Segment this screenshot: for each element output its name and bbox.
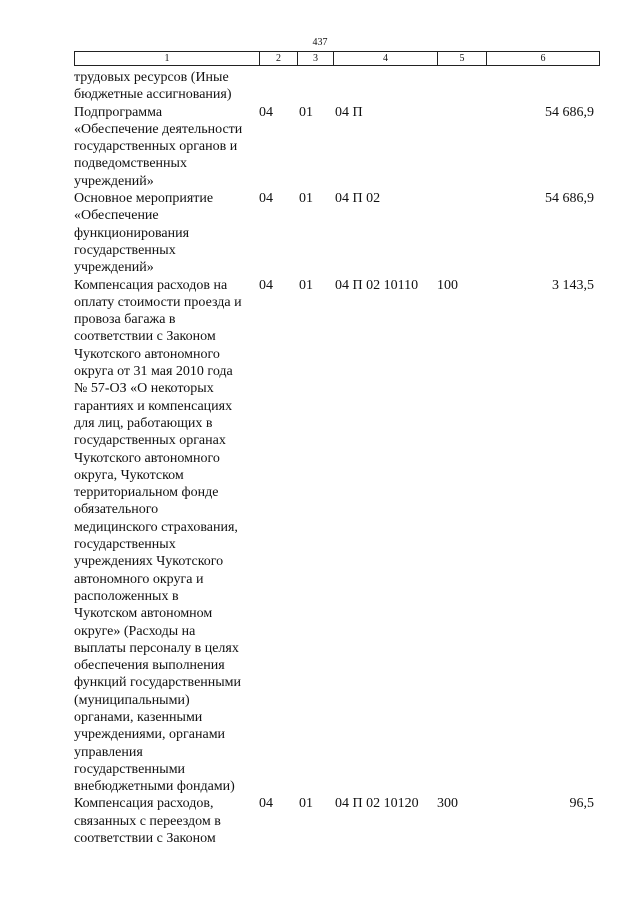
row-name: Основное мероприятие «Обеспечение функционирования государственных учреждений» bbox=[74, 191, 214, 276]
row-subsection: 01 bbox=[299, 277, 313, 293]
column-header-2: 2 bbox=[260, 52, 298, 66]
row-name: Компенсация расходов, связанных с переездом в соответствии с Законом bbox=[74, 796, 221, 847]
row-section: 04 bbox=[259, 191, 273, 207]
column-header-table bbox=[74, 51, 600, 66]
row-expense-type: 100 bbox=[437, 277, 458, 293]
table-row bbox=[74, 104, 604, 190]
row-expense-type: 300 bbox=[437, 796, 458, 812]
row-target-article: 04 П bbox=[335, 104, 363, 120]
row-amount: 3 143,5 bbox=[552, 277, 594, 293]
table-row bbox=[74, 795, 604, 847]
column-header-4: 4 bbox=[334, 52, 438, 66]
row-amount: 54 686,9 bbox=[545, 191, 594, 207]
row-target-article: 04 П 02 10120 bbox=[335, 796, 419, 812]
row-name: Компенсация расходов на оплату стоимости проезда и провоза багажа в соответствии с Законом Чукотского автономного округа от 31 мая 2010 года № 57-ОЗ «О некоторых гарантиях и компенсациях для лиц, работающих в государственных органах Чукотского автономного округа, Чукотском территориальном фонде обязательного медицинского страхования, государственных учреждениях Чукотского автономного округа и расположенных в Чукотском автономном округе» (Расходы на выплаты персоналу в целях обеспечения выполнения функций государственными (муниципальными) органами, казенными учреждениями, органами управления государственными внебюджетными фондами) bbox=[74, 277, 242, 795]
column-header-5: 5 bbox=[438, 52, 487, 66]
row-subsection: 01 bbox=[299, 796, 313, 812]
page-number: 437 bbox=[312, 37, 328, 48]
row-target-article: 04 П 02 bbox=[335, 191, 381, 207]
row-subsection: 01 bbox=[299, 104, 313, 120]
row-amount: 54 686,9 bbox=[545, 104, 594, 120]
column-header-1: 1 bbox=[75, 52, 260, 66]
column-header-row bbox=[75, 52, 600, 66]
row-amount: 96,5 bbox=[569, 796, 594, 812]
row-section: 04 bbox=[259, 104, 273, 120]
row-name: трудовых ресурсов (Иные бюджетные ассигнования) bbox=[74, 70, 232, 103]
row-target-article: 04 П 02 10110 bbox=[335, 277, 419, 293]
column-header-3: 3 bbox=[298, 52, 334, 66]
row-name: Подпрограмма «Обеспечение деятельности государственных органов и подведомственных учреждений» bbox=[74, 104, 243, 189]
row-subsection: 01 bbox=[299, 191, 313, 207]
table-row bbox=[74, 190, 604, 276]
budget-rows bbox=[74, 69, 604, 847]
table-row bbox=[74, 69, 604, 104]
row-section: 04 bbox=[259, 796, 273, 812]
table-row bbox=[74, 277, 604, 796]
column-header-6: 6 bbox=[487, 52, 600, 66]
row-section: 04 bbox=[259, 277, 273, 293]
